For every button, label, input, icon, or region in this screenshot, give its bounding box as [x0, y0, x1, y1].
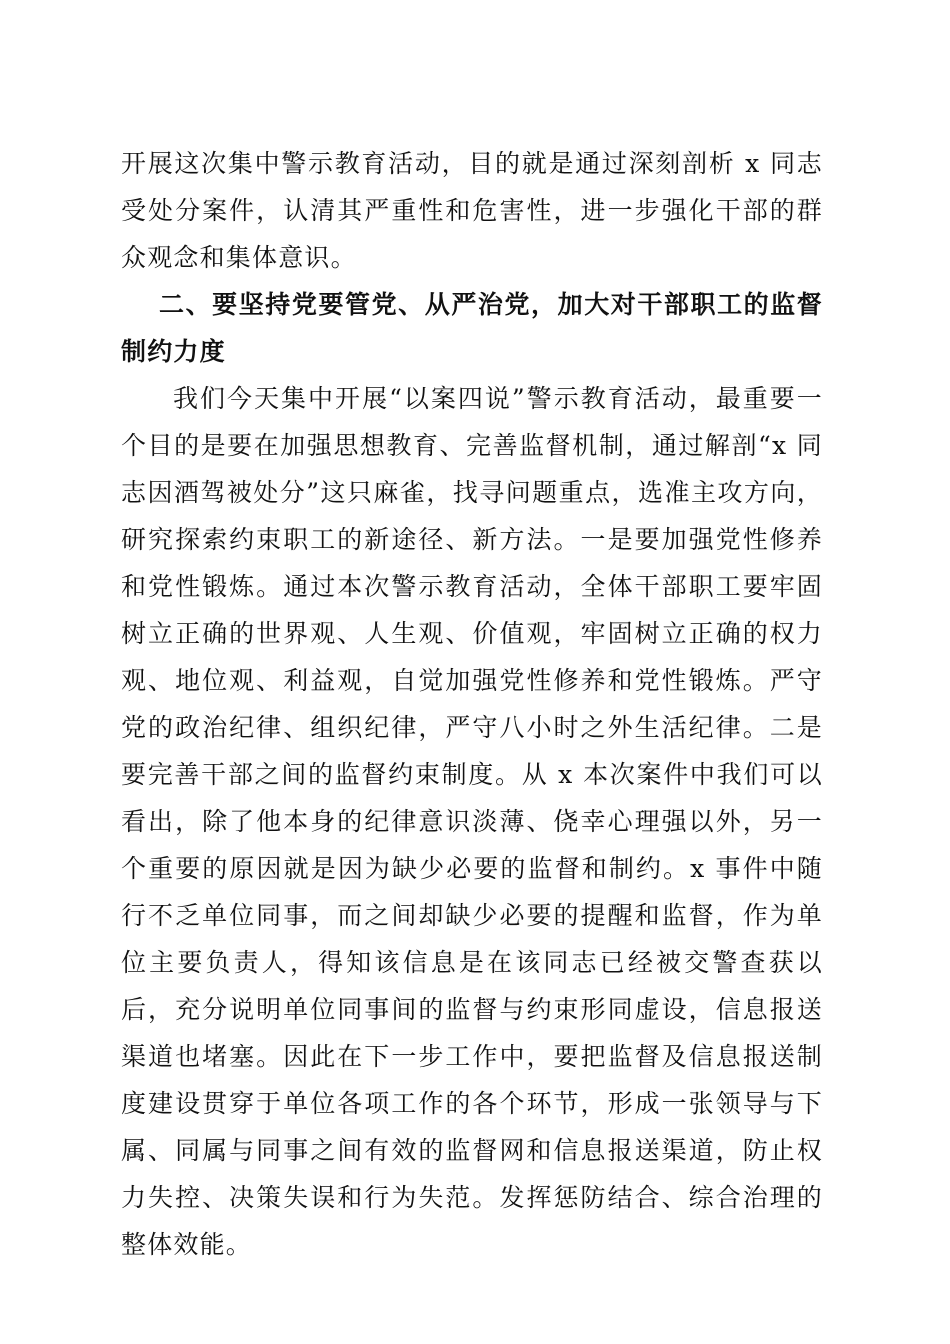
- intro-paragraph: 开展这次集中警示教育活动，目的就是通过深刻剖析 x 同志受处分案件，认清其严重性和危害性，进一步强化干部的群众观念和集体意识。: [121, 149, 823, 272]
- section-heading: 二、要坚持党要管党、从严治党，加大对干部职工的监督制约力度: [121, 290, 823, 366]
- body-paragraph: 我们今天集中开展“以案四说”警示教育活动，最重要一个目的是要在加强思想教育、完善监督机制，通过解剖“x 同志因酒驾被处分”这只麻雀，找寻问题重点，选准主攻方向，研究探索约束职工的新途径、新方法。一是要加强党性修养和党性锻炼。通过本次警示教育活动，全体干部职工要牢固树立正确的世界观、人生观、价值观，牢固树立正确的权力观、地位观、利益观，自觉加强党性修养和党性锻炼。严守党的政治纪律、组织纪律，严守八小时之外生活纪律。二是要完善干部之间的监督约束制度。从 x 本次案件中我们可以看出，除了他本身的纪律意识淡薄、侥幸心理强以外，另一个重要的原因就是因为缺少必要的监督和制约。x 事件中随行不乏单位同事，而之间却缺少必要的提醒和监督，作为单位主要负责人，得知该信息是在该同志已经被交警查获以后，充分说明单位同事间的监督与约束形同虚设，信息报送渠道也堵塞。因此在下一步工作中，要把监督及信息报送制度建设贯穿于单位各项工作的各个环节，形成一张领导与下属、同属与同事之间有效的监督网和信息报送渠道，防止权力失控、决策失误和行为失范。发挥惩防结合、综合治理的整体效能。: [121, 384, 823, 1259]
- document-body: [121, 140, 823, 1268]
